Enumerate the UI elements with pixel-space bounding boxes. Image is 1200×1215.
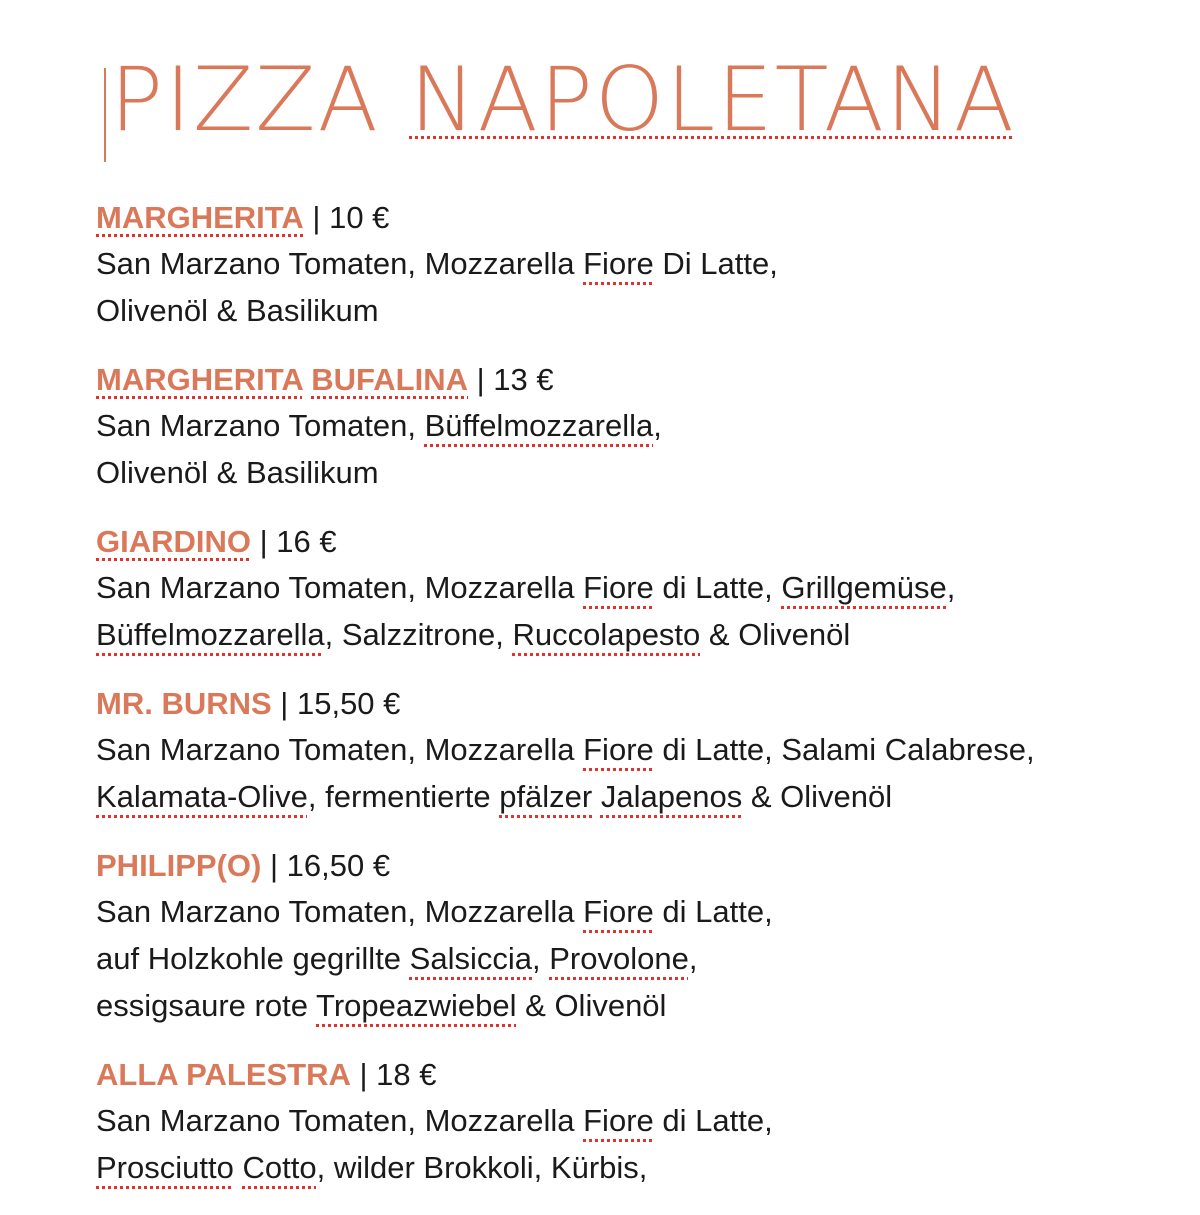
spellcheck-flagged-word[interactable]: NAPOLETANA [409,48,1016,151]
spellcheck-flagged-word[interactable]: BUFALINA [311,362,468,397]
menu-item-description-line: San Marzano Tomaten, Büffelmozzarella, [96,408,662,443]
price-separator: | [468,362,494,397]
menu-item-heading [96,682,1186,726]
menu-item-name: ALLA PALESTRA [96,1057,351,1092]
spellcheck-flagged-word[interactable]: GIARDINO [96,524,251,559]
spellcheck-flagged-word[interactable]: MARGHERITA [96,362,303,397]
spellcheck-flagged-word[interactable]: Cotto [242,1150,317,1185]
menu-item-price: 15,50 € [296,686,401,721]
menu-item-description-line: Olivenöl & Basilikum [96,455,379,490]
menu-item-heading [96,358,1186,402]
page-title[interactable]: PIZZA NAPOLETANA [110,48,1016,151]
spellcheck-flagged-word[interactable]: Fiore [583,732,654,767]
spellcheck-flagged-word[interactable]: Büffelmozzarella [424,408,654,443]
menu-item-price: 16 € [276,524,337,559]
menu-item-description-line: Kalamata-Olive, fermentierte pfälzer Jalapenos & Olivenöl [96,779,893,814]
menu-item-price: 18 € [376,1057,437,1092]
spellcheck-flagged-word[interactable]: Tropeazwiebel [316,988,517,1023]
spellcheck-flagged-word[interactable]: Fiore [583,570,654,605]
menu-item-price: 16,50 € [286,848,391,883]
menu-item-description-line: Prosciutto Cotto, wilder Brokkoli, Kürbis, [96,1150,648,1185]
price-separator: | [251,524,277,559]
menu-item-description-line: San Marzano Tomaten, Mozzarella Fiore Di Latte, [96,246,778,281]
menu-item-name: PHILIPP(O) [96,848,262,883]
menu-item-name [96,524,251,559]
menu-item-description-line: Olivenöl & Basilikum [96,293,379,328]
menu-item-name: MR. BURNS [96,686,272,721]
spellcheck-flagged-word[interactable]: Fiore [583,894,654,929]
price-separator: | [271,686,297,721]
spellcheck-flagged-word[interactable]: Prosciutto [96,1150,234,1185]
text-cursor [104,68,106,162]
spellcheck-flagged-word[interactable]: Kalamata-Olive [96,779,308,814]
spellcheck-flagged-word[interactable]: Fiore [583,246,654,281]
spellcheck-flagged-word[interactable]: Salsiccia [409,941,532,976]
spellcheck-flagged-word[interactable]: Jalapenos [600,779,743,814]
menu-item-description-line: Büffelmozzarella, Salzzitrone, Ruccolapesto & Olivenöl [96,617,851,652]
menu-item-description-line: auf Holzkohle gegrillte Salsiccia, Provolone, [96,941,698,976]
spellcheck-flagged-word[interactable]: Grillgemüse [781,570,947,605]
menu-item-description-line: San Marzano Tomaten, Mozzarella Fiore di Latte, Salami Calabrese, [96,732,1035,767]
spellcheck-flagged-word[interactable]: Büffelmozzarella [96,617,325,652]
menu-item-heading [96,196,1186,240]
menu-item-description-line: San Marzano Tomaten, Mozzarella Fiore di Latte, [96,894,773,929]
spellcheck-flagged-word[interactable]: pfälzer [499,779,593,814]
menu-item [96,1053,1186,1191]
menu-item-description-line: San Marzano Tomaten, Mozzarella Fiore di Latte, Grillgemüse, [96,570,956,605]
spellcheck-flagged-word[interactable]: MARGHERITA [96,200,304,235]
menu-item [96,520,1186,658]
menu-item [96,196,1186,334]
menu-item [96,358,1186,496]
menu-item-description-line: essigsaure rote Tropeazwiebel & Olivenöl [96,988,667,1023]
menu-item-price: 13 € [493,362,554,397]
menu-item-name [96,200,304,235]
spellcheck-flagged-word[interactable]: Fiore [583,1103,654,1138]
menu-item-price: 10 € [329,200,390,235]
price-separator: | [261,848,287,883]
spellcheck-flagged-word[interactable]: Provolone [549,941,689,976]
menu-item [96,682,1186,820]
menu-item-name [96,362,468,397]
menu-item-heading [96,1053,1186,1097]
menu-item-description-line: San Marzano Tomaten, Mozzarella Fiore di Latte, [96,1103,773,1138]
price-separator: | [303,200,330,235]
menu-item-heading [96,520,1186,564]
spellcheck-flagged-word[interactable]: Ruccolapesto [512,617,701,652]
price-separator: | [350,1057,377,1092]
menu-item-list [96,196,1186,1215]
menu-item-heading [96,844,1186,888]
menu-item [96,844,1186,1029]
